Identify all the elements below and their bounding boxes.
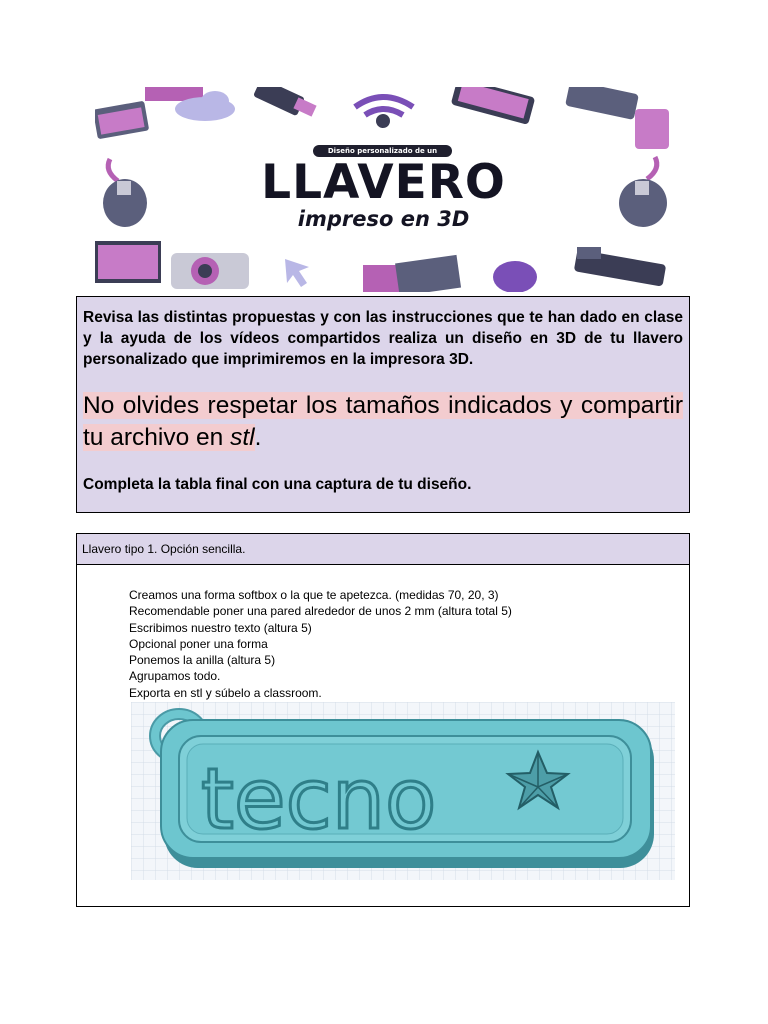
- list-item: Escribimos nuestro texto (altura 5): [129, 620, 312, 635]
- warning-text: No olvides respetar los tamaños indicados y compartir tu archivo en: [83, 392, 683, 451]
- wifi-icon: [355, 97, 413, 115]
- instructions-box: [76, 296, 690, 513]
- code-window-icon: [95, 101, 149, 140]
- list-item: Ponemos la anilla (altura 5): [129, 653, 276, 668]
- keychain-render-image: [131, 702, 675, 880]
- mouse-icon: [493, 261, 537, 292]
- usb-icon: [253, 87, 317, 117]
- instructions-intro: Revisa las distintas propuestas y con las instrucciones que te han dado en clase y la ayuda de los vídeos compartidos realiza un diseño en 3D de tu llavero personalizado que imprimiremos en la impresora 3D.: [83, 309, 683, 368]
- table-header: Llavero tipo 1. Opción sencilla.: [77, 534, 689, 565]
- monitor-icon: [95, 241, 161, 283]
- list-item: Recomendable poner una pared alrededor de unos 2 mm (altura total 5): [129, 604, 512, 619]
- warning-format: stl: [230, 424, 255, 451]
- camera-icon: [171, 253, 249, 289]
- banner-image: [95, 87, 672, 292]
- banner-subtitle: impreso en 3D: [297, 207, 470, 231]
- list-item: Creamos una forma softbox o la que te apetezca. (medidas 70, 20, 3): [129, 588, 499, 602]
- warning-highlight: [83, 392, 683, 451]
- tablet-icon: [451, 87, 536, 125]
- instructions-final: Completa la tabla final con una captura de tu diseño.: [83, 476, 472, 493]
- pen-icon: [635, 109, 669, 149]
- sd-card-icon: [565, 87, 639, 120]
- steps-list: [129, 587, 512, 701]
- phone-icon: [574, 247, 666, 287]
- list-item: Exporta en stl y súbelo a classroom.: [129, 685, 322, 700]
- banner-title: LLAVERO: [261, 155, 506, 210]
- keychain-table: [76, 533, 690, 907]
- list-item: Agrupamos todo.: [129, 669, 221, 684]
- warning-end: .: [254, 424, 262, 451]
- list-item: Opcional poner una forma: [129, 636, 268, 651]
- keychain-text: tecno: [201, 750, 437, 848]
- banner-small-label: Diseño personalizado de un: [313, 145, 452, 157]
- instructions-warning: [83, 390, 683, 454]
- cursor-icon: [285, 259, 309, 287]
